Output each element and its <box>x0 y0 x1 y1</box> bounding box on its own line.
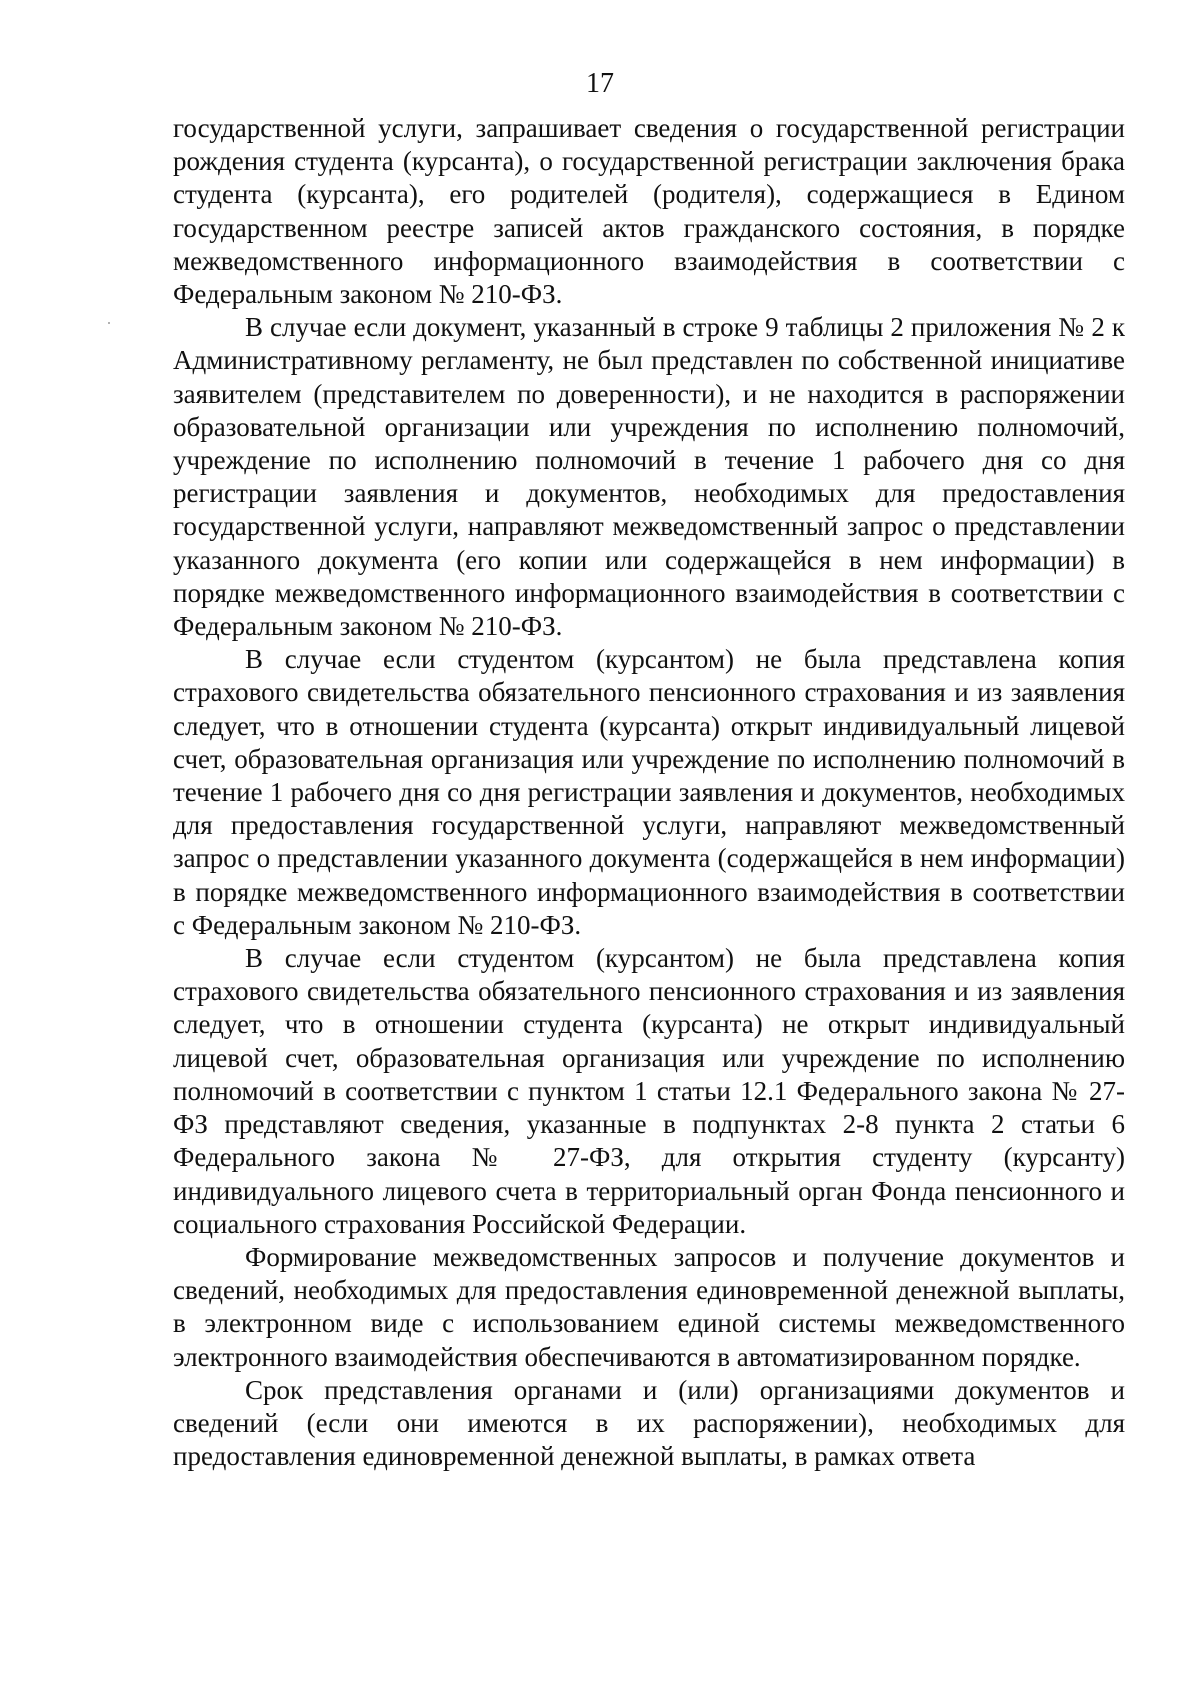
paragraph-3: В случае если студентом (курсантом) не была представлена копия страхового свидетельства обязательного пенсионного страхования и из заявления следует, что в отношении студента (курсанта) открыт индивидуальный лицевой счет, образовательная организация или учреждение по исполнению полномочий в течение 1 рабочего дня со дня регистрации заявления и документов, необходимых для предоставления государственной услуги, направляют межведомственный запрос о представлении указанного документа (содержащейся в нем информации) в порядке межведомственного информационного взаимодействия в соответствии с Федеральным законом № 210-ФЗ. <box>173 644 1125 940</box>
paragraph-6: Срок представления органами и (или) организациями документов и сведений (если они имеются в их распоряжении), необходимых для предоставления единовременной денежной выплаты, в рамках ответа <box>173 1374 1125 1472</box>
paragraph-2: В случае если документ, указанный в строке 9 таблицы 2 приложения № 2 к Административному регламенту, не был представлен по собственной инициативе заявителем (представителем по доверенности), и не находится в распоряжении образовательной организации или учреждения по исполнению полномочий, учреждение по исполнению полномочий в течение 1 рабочего дня со дня регистрации заявления и документов, необходимых для предоставления государственной услуги, направляют межведомственный запрос о представлении указанного документа (его копии или содержащейся в нем информации) в порядке межведомственного информационного взаимодействия в соответствии с Федеральным законом № 210-ФЗ. <box>173 312 1125 642</box>
paragraph-4: В случае если студентом (курсантом) не была представлена копия страхового свидетельства обязательного пенсионного страхования и из заявления следует, что в отношении студента (курсанта) не открыт индивидуальный лицевой счет, образовательная организация или учреждение по исполнению полномочий в соответствии с пунктом 1 статьи 12.1 Федерального закона № 27-ФЗ представляют сведения, указанные в подпунктах 2-8 пункта 2 статьи 6 Федерального закона № 27-ФЗ, для открытия студенту (курсанту) индивидуального лицевого счета в территориальный орган Фонда пенсионного и социального страхования Российской Федерации. <box>173 943 1125 1239</box>
page-number: 17 <box>586 68 614 99</box>
paragraph-5: Формирование межведомственных запросов и получение документов и сведений, необходимых для предоставления единовременной денежной выплаты, в электронном виде с использованием единой системы межведомственного электронного взаимодействия обеспечиваются в автоматизированном порядке. <box>173 1241 1125 1372</box>
document-body <box>173 112 1125 1473</box>
paragraph-1: государственной услуги, запрашивает сведения о государственной регистрации рождения студента (курсанта), о государственной регистрации заключения брака студента (курсанта), его родителей (родителя), содержащиеся в Едином государственном реестре записей актов гражданского состояния, в порядке межведомственного информационного взаимодействия в соответствии с Федеральным законом № 210-ФЗ. <box>173 113 1125 310</box>
scan-speck <box>108 322 110 324</box>
